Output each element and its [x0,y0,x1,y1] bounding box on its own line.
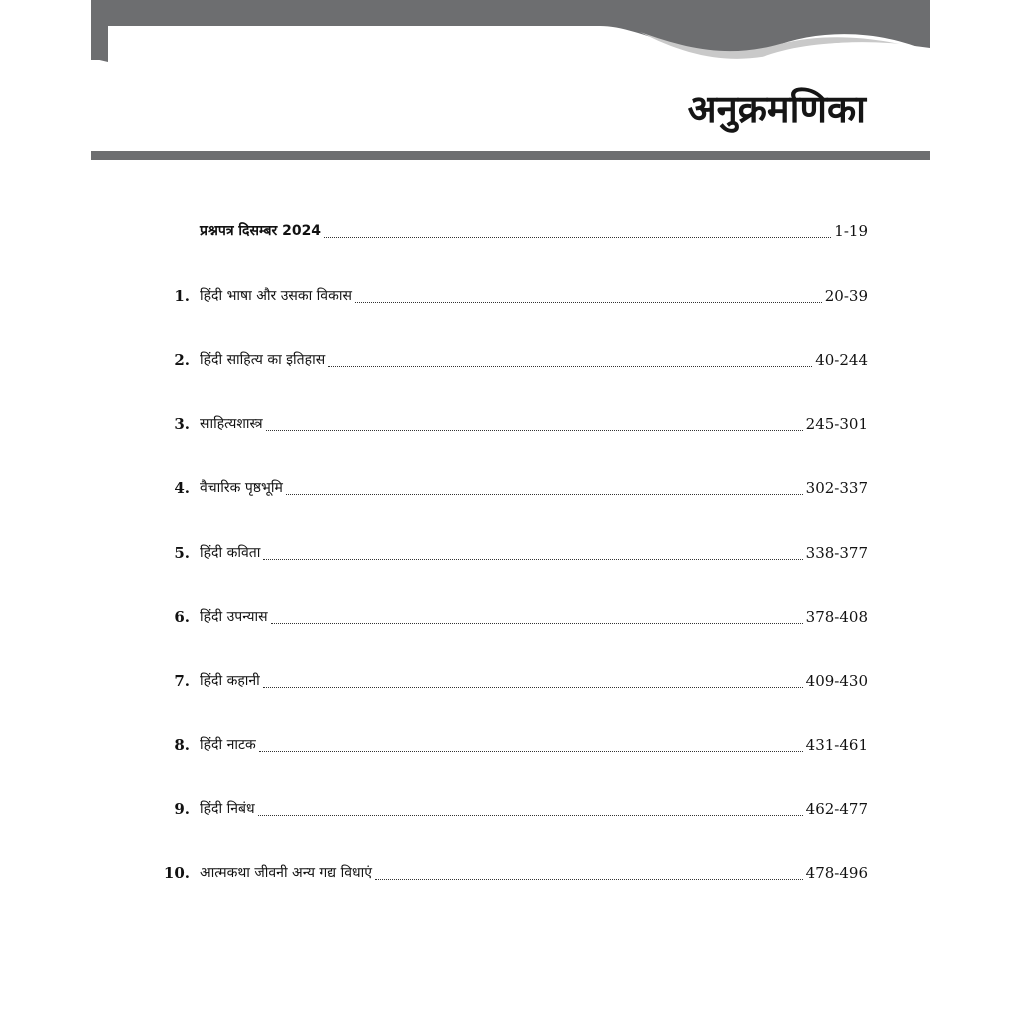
toc-entry-pages: 302-337 [805,479,868,497]
toc-entry [160,730,868,760]
toc-entry [160,281,868,311]
toc-entry-pages: 431-461 [805,736,868,754]
page-title: अनुक्रमणिका [687,87,866,131]
toc-entry-title: हिंदी भाषा और उसका विकास [200,288,352,304]
toc-entry-number: 4. [174,479,190,497]
toc-entry [160,602,868,632]
toc-entry [160,409,868,439]
toc-dot-leader [259,751,803,752]
toc-entry-pages: 378-408 [805,608,868,626]
toc-dot-leader [286,494,803,495]
toc-dot-leader [271,623,803,624]
toc-dot-leader [266,430,803,431]
toc-entry-title: हिंदी साहित्य का इतिहास [200,352,326,368]
toc-entry [160,858,868,888]
toc-dot-leader [355,302,822,303]
toc-entry-number: 3. [174,415,190,433]
toc-entry-number: 7. [174,672,190,690]
toc-entry-pages: 462-477 [805,800,868,818]
toc-entry [160,345,868,375]
toc-entry-number: 2. [174,351,190,369]
toc-entry-title: आत्मकथा जीवनी अन्य गद्य विधाएं [200,865,372,881]
toc-entry-number: 10. [163,864,190,882]
toc-entry [160,538,868,568]
toc-entry-number: 6. [174,608,190,626]
toc-entry-pages: 1-19 [834,222,868,240]
toc-dot-leader [263,559,802,560]
toc-entry-number: 8. [174,736,190,754]
toc-dot-leader [324,237,831,238]
toc-dot-leader [328,366,812,367]
toc-entry [160,473,868,503]
toc-entry-title: साहित्यशास्त्र [200,416,263,432]
toc-entry-number: 5. [174,544,190,562]
toc-dot-leader [258,815,803,816]
toc-entry [160,794,868,824]
toc-dot-leader [375,879,803,880]
toc-entry-pages: 40-244 [815,351,868,369]
toc-entry-title: वैचारिक पृष्ठभूमि [200,480,283,496]
toc-entry-title: हिंदी कहानी [200,673,260,689]
toc-entry-pages: 338-377 [805,544,868,562]
toc-dot-leader [263,687,803,688]
toc-entry [160,216,868,246]
toc-entry-pages: 20-39 [824,287,868,305]
toc-entry-number: 9. [174,800,190,818]
toc-entry-pages: 478-496 [805,864,868,882]
toc-entry-title: हिंदी उपन्यास [200,609,268,625]
toc-entry-title: हिंदी निबंध [200,801,255,817]
toc-entry-pages: 245-301 [805,415,868,433]
toc-entry-pages: 409-430 [805,672,868,690]
toc-entry-title: हिंदी कविता [200,545,261,561]
toc-entry [160,666,868,696]
toc-entry-title: प्रश्नपत्र दिसम्बर 2024 [200,223,322,239]
toc-entry-title: हिंदी नाटक [200,737,256,753]
toc-entry-number: 1. [174,287,190,305]
